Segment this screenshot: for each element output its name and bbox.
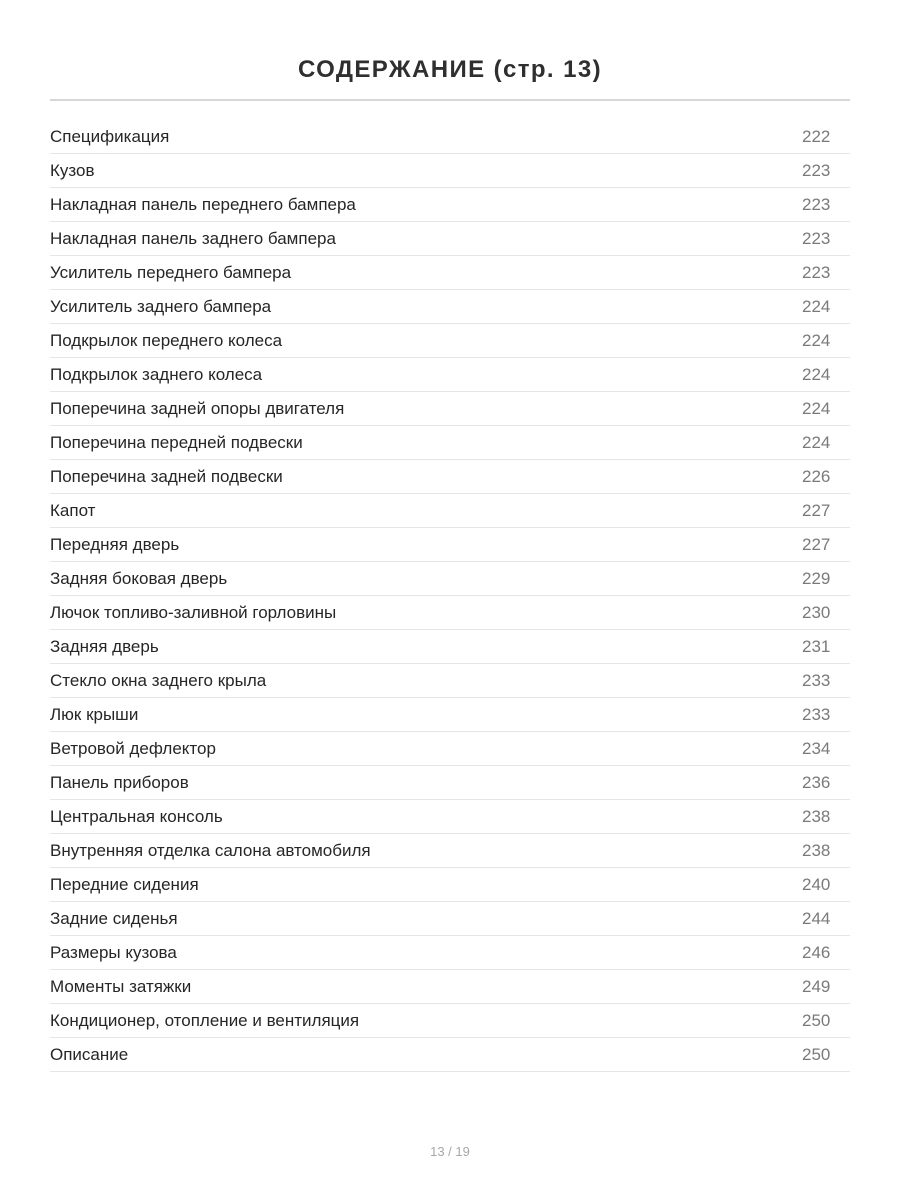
toc-entry-title[interactable]: Лючок топливо-заливной горловины	[50, 602, 337, 622]
toc-entry-page-number: 224	[802, 364, 831, 384]
toc-entry-title[interactable]: Передние сидения	[50, 874, 199, 894]
toc-entry-title[interactable]: Размеры кузова	[50, 942, 177, 962]
page-title: СОДЕРЖАНИЕ (стр. 13)	[298, 56, 602, 84]
toc-entry[interactable]	[50, 528, 850, 562]
toc-entry-page-number: 224	[802, 330, 831, 350]
toc-entry-page-number: 250	[802, 1010, 831, 1030]
toc-entry-title[interactable]: Задние сиденья	[50, 908, 178, 928]
toc-entry-page-number: 240	[802, 874, 831, 894]
toc-entry[interactable]	[50, 324, 850, 358]
toc-entry[interactable]	[50, 664, 850, 698]
toc-entry-title[interactable]: Накладная панель переднего бампера	[50, 194, 356, 214]
toc-entry-title[interactable]: Спецификация	[50, 126, 170, 146]
toc-entry-page-number: 223	[802, 160, 831, 180]
toc-entry-title[interactable]: Задняя дверь	[50, 636, 159, 656]
toc-entry-page-number: 226	[802, 466, 831, 486]
toc-entry[interactable]	[50, 256, 850, 290]
toc-entry-title[interactable]: Усилитель заднего бампера	[50, 296, 272, 316]
toc-entry-title[interactable]: Центральная консоль	[50, 806, 223, 826]
toc-entry-title[interactable]: Описание	[50, 1044, 129, 1064]
toc-entry-page-number: 238	[802, 806, 831, 826]
toc-entry-page-number: 244	[802, 908, 831, 928]
toc-entry-page-number: 227	[802, 534, 831, 554]
toc-entry-title[interactable]: Поперечина задней подвески	[50, 466, 283, 486]
toc-entry-page-number: 223	[802, 194, 831, 214]
toc-entry-title[interactable]: Люк крыши	[50, 704, 139, 724]
toc-entry[interactable]	[50, 834, 850, 868]
toc-entry[interactable]	[50, 868, 850, 902]
toc-entry[interactable]	[50, 970, 850, 1004]
toc-entry[interactable]	[50, 1004, 850, 1038]
toc-entry[interactable]	[50, 358, 850, 392]
toc-entry-page-number: 250	[802, 1044, 831, 1064]
toc-entry[interactable]	[50, 120, 850, 154]
toc-entry-title[interactable]: Поперечина задней опоры двигателя	[50, 398, 345, 418]
toc-entry[interactable]	[50, 732, 850, 766]
toc-entry-page-number: 223	[802, 228, 831, 248]
toc-entry-title[interactable]: Стекло окна заднего крыла	[50, 670, 267, 690]
toc-entry-title[interactable]: Передняя дверь	[50, 534, 180, 554]
toc-entry-title[interactable]: Ветровой дефлектор	[50, 738, 216, 758]
toc-entry[interactable]	[50, 222, 850, 256]
toc-entry-page-number: 224	[802, 432, 831, 452]
toc-entry-page-number: 236	[802, 772, 831, 792]
toc-entry-title[interactable]: Задняя боковая дверь	[50, 568, 228, 588]
toc-entry[interactable]	[50, 936, 850, 970]
toc-entry-title[interactable]: Кондиционер, отопление и вентиляция	[50, 1010, 360, 1030]
toc-entry[interactable]	[50, 392, 850, 426]
toc-entry-page-number: 224	[802, 296, 831, 316]
title-divider	[50, 99, 850, 101]
toc-entry-page-number: 222	[802, 126, 831, 146]
toc-entry[interactable]	[50, 630, 850, 664]
toc-entry-page-number: 238	[802, 840, 831, 860]
toc-entry-page-number: 234	[802, 738, 831, 758]
toc-entry-title[interactable]: Усилитель переднего бампера	[50, 262, 292, 282]
toc-entry[interactable]	[50, 562, 850, 596]
toc-entry-title[interactable]: Накладная панель заднего бампера	[50, 228, 336, 248]
toc-entry-title[interactable]: Поперечина передней подвески	[50, 432, 303, 452]
toc-entry-page-number: 223	[802, 262, 831, 282]
toc-entry-title[interactable]: Кузов	[50, 160, 95, 180]
toc-entry[interactable]	[50, 188, 850, 222]
toc-entry-page-number: 231	[802, 636, 831, 656]
toc-entry-page-number: 246	[802, 942, 831, 962]
toc-entry-title[interactable]: Моменты затяжки	[50, 976, 192, 996]
toc-entry-page-number: 233	[802, 670, 831, 690]
toc-entry-page-number: 230	[802, 602, 831, 622]
toc-entry-title[interactable]: Внутренняя отделка салона автомобиля	[50, 840, 371, 860]
toc-entry[interactable]	[50, 1038, 850, 1072]
toc-entry[interactable]	[50, 596, 850, 630]
toc-entry-title[interactable]: Капот	[50, 500, 96, 520]
toc-entry-title[interactable]: Панель приборов	[50, 772, 189, 792]
toc-entry[interactable]	[50, 766, 850, 800]
toc-entry-title[interactable]: Подкрылок переднего колеса	[50, 330, 283, 350]
toc-entry[interactable]	[50, 902, 850, 936]
toc-entry[interactable]	[50, 698, 850, 732]
toc-entry[interactable]	[50, 460, 850, 494]
toc-entry[interactable]	[50, 494, 850, 528]
toc-entry-page-number: 233	[802, 704, 831, 724]
toc-entry-title[interactable]: Подкрылок заднего колеса	[50, 364, 263, 384]
toc-entry[interactable]	[50, 800, 850, 834]
toc-entry[interactable]	[50, 154, 850, 188]
page-indicator: 13 / 19	[430, 1144, 470, 1159]
toc-entry-page-number: 249	[802, 976, 831, 996]
toc-entry-page-number: 224	[802, 398, 831, 418]
toc-entry-page-number: 229	[802, 568, 831, 588]
toc-entry[interactable]	[50, 426, 850, 460]
toc-entry-page-number: 227	[802, 500, 831, 520]
table-of-contents	[50, 120, 850, 1072]
toc-entry[interactable]	[50, 290, 850, 324]
